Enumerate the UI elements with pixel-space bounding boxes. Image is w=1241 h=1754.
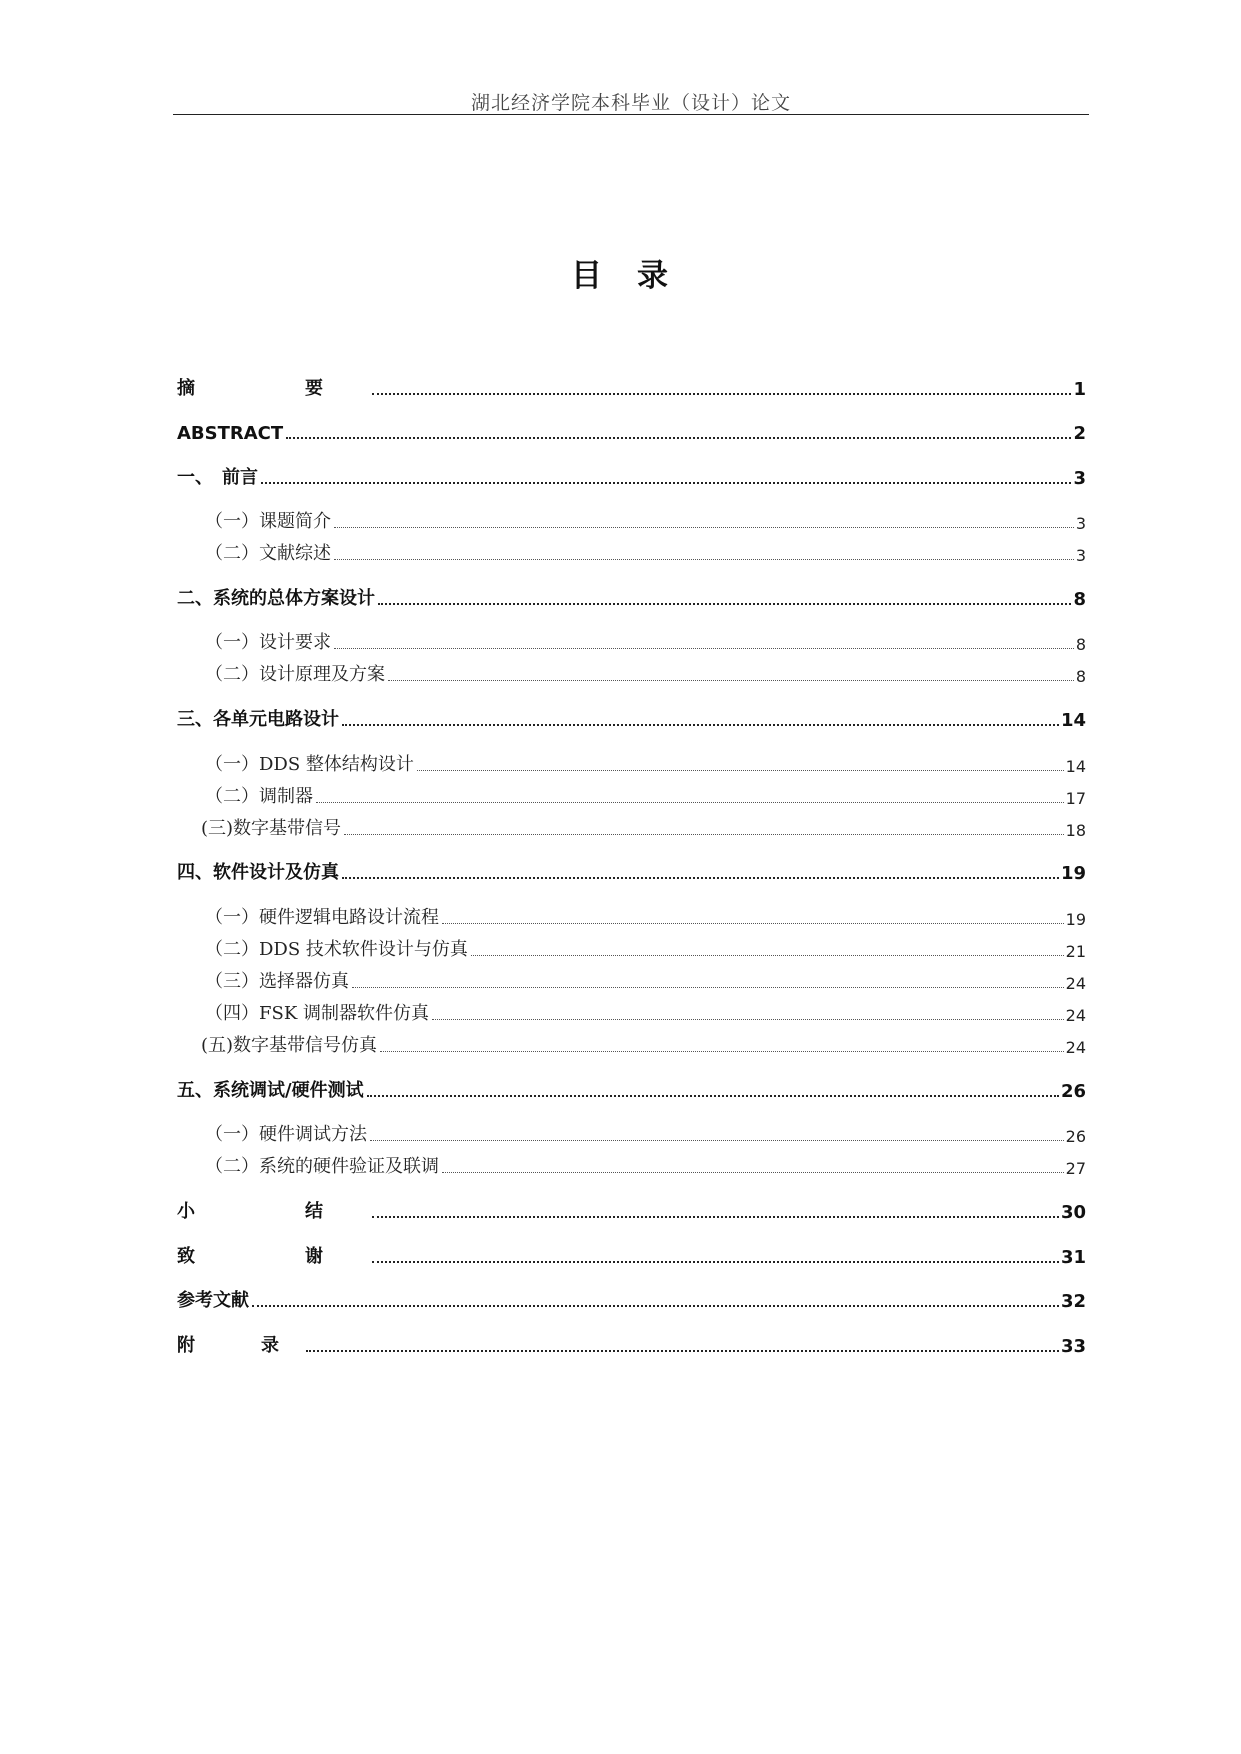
dot-leader [316, 802, 1064, 803]
toc-entry-label: （二）系统的硬件验证及联调 [205, 1156, 439, 1177]
toc-entry-abstract-en[interactable] [177, 418, 1086, 444]
toc-entry-section-2-2[interactable] [177, 660, 1086, 686]
dot-leader [372, 393, 1071, 395]
toc-entry-section-4-5[interactable] [177, 1031, 1086, 1057]
toc-entry-acknowledgements[interactable] [177, 1242, 1086, 1268]
dot-leader [380, 1051, 1064, 1052]
toc-entry-page: 21 [1065, 942, 1086, 961]
toc-entry-label: （二）调制器 [205, 786, 313, 807]
dot-leader [352, 987, 1064, 988]
toc-entry-references[interactable] [177, 1286, 1086, 1312]
dot-leader [372, 1261, 1059, 1263]
dot-leader [334, 648, 1074, 649]
toc-entry-chapter-5[interactable] [177, 1076, 1086, 1102]
toc-entry-page: 26 [1060, 1081, 1086, 1102]
dot-leader [471, 955, 1064, 956]
toc-entry-label: 摘 要 [177, 378, 369, 399]
toc-entry-label: （一）硬件调试方法 [205, 1124, 367, 1145]
dot-leader [334, 527, 1074, 528]
toc-entry-label: （二）DDS 技术软件设计与仿真 [205, 939, 468, 960]
toc-entry-page: 27 [1065, 1159, 1086, 1178]
toc-entry-label: 参考文献 [177, 1290, 249, 1311]
toc-entry-chapter-4[interactable] [177, 858, 1086, 884]
toc-entry-page: 19 [1060, 863, 1086, 884]
toc-entry-page: 14 [1060, 710, 1086, 731]
toc-entry-chapter-2[interactable] [177, 584, 1086, 610]
dot-leader [367, 1095, 1059, 1097]
dot-leader [378, 603, 1071, 605]
toc-entry-page: 2 [1073, 423, 1086, 444]
toc-entry-section-5-2[interactable] [177, 1152, 1086, 1178]
toc-entry-section-3-2[interactable] [177, 782, 1086, 808]
toc-entry-page: 3 [1075, 514, 1086, 533]
toc-entry-appendix[interactable] [177, 1331, 1086, 1357]
toc-entry-page: 24 [1065, 1038, 1086, 1057]
toc-entry-page: 24 [1065, 974, 1086, 993]
toc-entry-page: 31 [1060, 1247, 1086, 1268]
toc-entry-label: 三、各单元电路设计 [177, 709, 339, 730]
toc-entry-page: 30 [1060, 1202, 1086, 1223]
toc-entry-page: 24 [1065, 1006, 1086, 1025]
dot-leader [442, 1172, 1064, 1173]
toc-entry-chapter-3[interactable] [177, 705, 1086, 731]
toc-entry-label: 附 录 [177, 1335, 303, 1356]
toc-entry-page: 17 [1065, 789, 1086, 808]
toc-entry-label: （一）DDS 整体结构设计 [205, 754, 414, 775]
toc-entry-label: （二）文献综述 [205, 543, 331, 564]
toc-entry-label: 二、系统的总体方案设计 [177, 588, 375, 609]
toc-entry-section-3-1[interactable] [177, 750, 1086, 776]
toc-entry-label: 一、 前言 [177, 467, 258, 488]
dot-leader [252, 1305, 1059, 1307]
dot-leader [286, 437, 1071, 439]
toc-entry-section-1-1[interactable] [177, 507, 1086, 533]
toc-entry-page: 8 [1075, 667, 1086, 686]
toc-entry-label: 四、软件设计及仿真 [177, 862, 339, 883]
toc-entry-page: 18 [1065, 821, 1086, 840]
toc-entry-section-4-3[interactable] [177, 967, 1086, 993]
toc-entry-chapter-1[interactable] [177, 463, 1086, 489]
dot-leader [342, 877, 1059, 879]
dot-leader [432, 1019, 1064, 1020]
toc-entry-label: （四）FSK 调制器软件仿真 [205, 1003, 429, 1024]
toc-entry-page: 19 [1065, 910, 1086, 929]
toc-title: 目 录 [571, 258, 670, 294]
toc-entry-label: 五、系统调试/硬件测试 [177, 1080, 364, 1101]
toc-entry-page: 3 [1075, 546, 1086, 565]
dot-leader [417, 770, 1064, 771]
toc-entry-label: (五)数字基带信号仿真 [201, 1035, 378, 1056]
toc-entry-section-4-4[interactable] [177, 999, 1086, 1025]
toc-entry-page: 32 [1060, 1291, 1086, 1312]
toc-entry-label: (三)数字基带信号 [201, 818, 342, 839]
toc-entry-label: （三）选择器仿真 [205, 971, 349, 992]
toc-entry-page: 26 [1065, 1127, 1086, 1146]
toc-entry-section-5-1[interactable] [177, 1120, 1086, 1146]
dot-leader [388, 680, 1074, 681]
toc-entry-section-4-1[interactable] [177, 903, 1086, 929]
dot-leader [342, 724, 1059, 726]
dot-leader [261, 482, 1071, 484]
toc-entry-label: 小 结 [177, 1201, 369, 1222]
toc-entry-page: 14 [1065, 757, 1086, 776]
dot-leader [334, 559, 1074, 560]
dot-leader [306, 1350, 1059, 1352]
toc-entry-label: （二）设计原理及方案 [205, 664, 385, 685]
toc-entry-page: 8 [1075, 635, 1086, 654]
toc-entry-abstract-cn[interactable] [177, 374, 1086, 400]
toc-entry-page: 3 [1073, 468, 1086, 489]
toc-entry-label: （一）设计要求 [205, 632, 331, 653]
toc-entry-section-3-3[interactable] [177, 814, 1086, 840]
dot-leader [372, 1216, 1059, 1218]
toc-entry-label: 致 谢 [177, 1246, 369, 1267]
dot-leader [344, 834, 1064, 835]
toc-entry-section-2-1[interactable] [177, 628, 1086, 654]
toc-entry-label: （一）课题简介 [205, 511, 331, 532]
toc-entry-section-1-2[interactable] [177, 539, 1086, 565]
toc-entry-summary[interactable] [177, 1197, 1086, 1223]
page-header [173, 84, 1089, 115]
toc-entry-section-4-2[interactable] [177, 935, 1086, 961]
toc-entry-page: 1 [1073, 379, 1086, 400]
dot-leader [442, 923, 1064, 924]
toc-entry-label: ABSTRACT [177, 423, 284, 444]
header-text: 湖北经济学院本科毕业（设计）论文 [470, 92, 791, 114]
toc-entry-page: 33 [1060, 1336, 1086, 1357]
toc-entry-label: （一）硬件逻辑电路设计流程 [205, 907, 439, 928]
toc-entry-page: 8 [1073, 589, 1086, 610]
dot-leader [370, 1140, 1064, 1141]
